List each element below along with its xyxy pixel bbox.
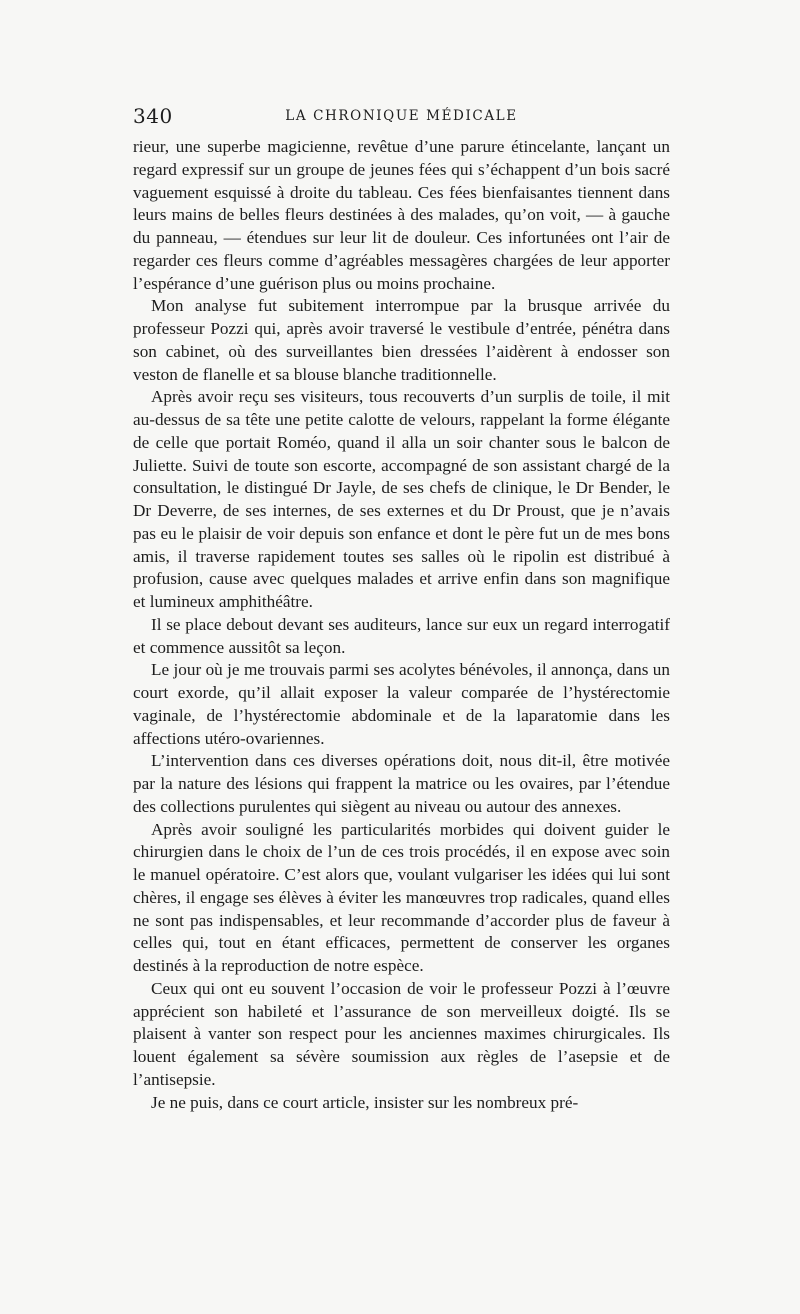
paragraph: Après avoir souligné les particularités morbides qui doivent guider le chirurgien dans le choix de l’un de ces trois procédés, il en expose avec soin le manuel opératoire. C’est alors que, voulant vulgariser les idées qui lui sont chères, il engage ses élèves à éviter les manœuvres trop radicales, quand elles ne sont pas indispensables, et leur recommande d’accorder plus de faveur à celles qui, tout en étant efficaces, permettent de conserver les organes destinés à la reproduction de notre espèce.: [133, 819, 670, 975]
paragraph: L’intervention dans ces diverses opérations doit, nous dit-il, être motivée par la nature des lésions qui frappent la matrice ou les ovaires, par l’étendue des collections purulentes qui siègent au niveau ou autour des annexes.: [133, 751, 670, 816]
paragraph: Mon analyse fut subitement interrompue par la brusque arrivée du professeur Pozzi qui, après avoir traversé le vestibule d’entrée, pénétra dans son cabinet, où des surveillantes bien dressées l’aidèrent à endosser son veston de flanelle et sa blouse blanche traditionnelle.: [133, 296, 670, 384]
body-text: [133, 136, 670, 1114]
page-number: 340: [133, 104, 173, 128]
paragraph: Après avoir reçu ses visiteurs, tous recouverts d’un surplis de toile, il mit au-dessus de sa tête une petite calotte de velours, rappelant la forme élégante de celle que portait Roméo, quand il alla un soir chanter sous le balcon de Juliette. Suivi de toute son escorte, accompagné de son assistant chargé de la consultation, le distingué Dr Jayle, de ses chefs de clinique, le Dr Bender, le Dr Deverre, de ses internes, de ses externes et du Dr Proust, que je n’avais pas eu le plaisir de voir depuis son enfance et dont le père fut un de mes bons amis, il traverse rapidement toutes ses salles où le ripolin est distribué à profusion, cause avec quelques malades et arrive enfin dans son magnifique et lumineux amphithéâtre.: [133, 387, 670, 611]
paragraph: Ceux qui ont eu souvent l’occasion de voir le professeur Pozzi à l’œuvre apprécient son habileté et l’assurance de son merveilleux doigté. Ils se plaisent à vanter son respect pour les anciennes maximes chirurgicales. Ils louent également sa sévère soumission aux règles de l’asepsie et de l’antisepsie.: [133, 978, 670, 1089]
running-title: LA CHRONIQUE MÉDICALE: [285, 108, 518, 124]
paragraph: Il se place debout devant ses auditeurs, lance sur eux un regard interrogatif et commence aussitôt sa leçon.: [133, 614, 670, 657]
paragraph: Je ne puis, dans ce court article, insister sur les nombreux pré-: [151, 1092, 579, 1112]
page-header: [133, 104, 670, 130]
paragraph: rieur, une superbe magicienne, revêtue d’une parure étincelante, lançant un regard expressif sur un groupe de jeunes fées qui s’échappent d’un bois sacré vaguement esquissé à droite du tableau. Ces fées bienfaisantes tiennent dans leurs mains de belles fleurs destinées à des malades, qu’on voit, — à gauche du panneau, — étendues sur leur lit de douleur. Ces infortunées ont l’air de regarder ces fleurs comme d’agréables messagères chargées de leur apporter l’espérance d’une guérison plus ou moins prochaine.: [133, 137, 670, 293]
paragraph: Le jour où je me trouvais parmi ses acolytes bénévoles, il annonça, dans un court exorde, qu’il allait exposer la valeur comparée de l’hystérectomie vaginale, de l’hystérectomie abdominale et de la laparatomie dans les affections utéro-ovariennes.: [133, 660, 670, 748]
